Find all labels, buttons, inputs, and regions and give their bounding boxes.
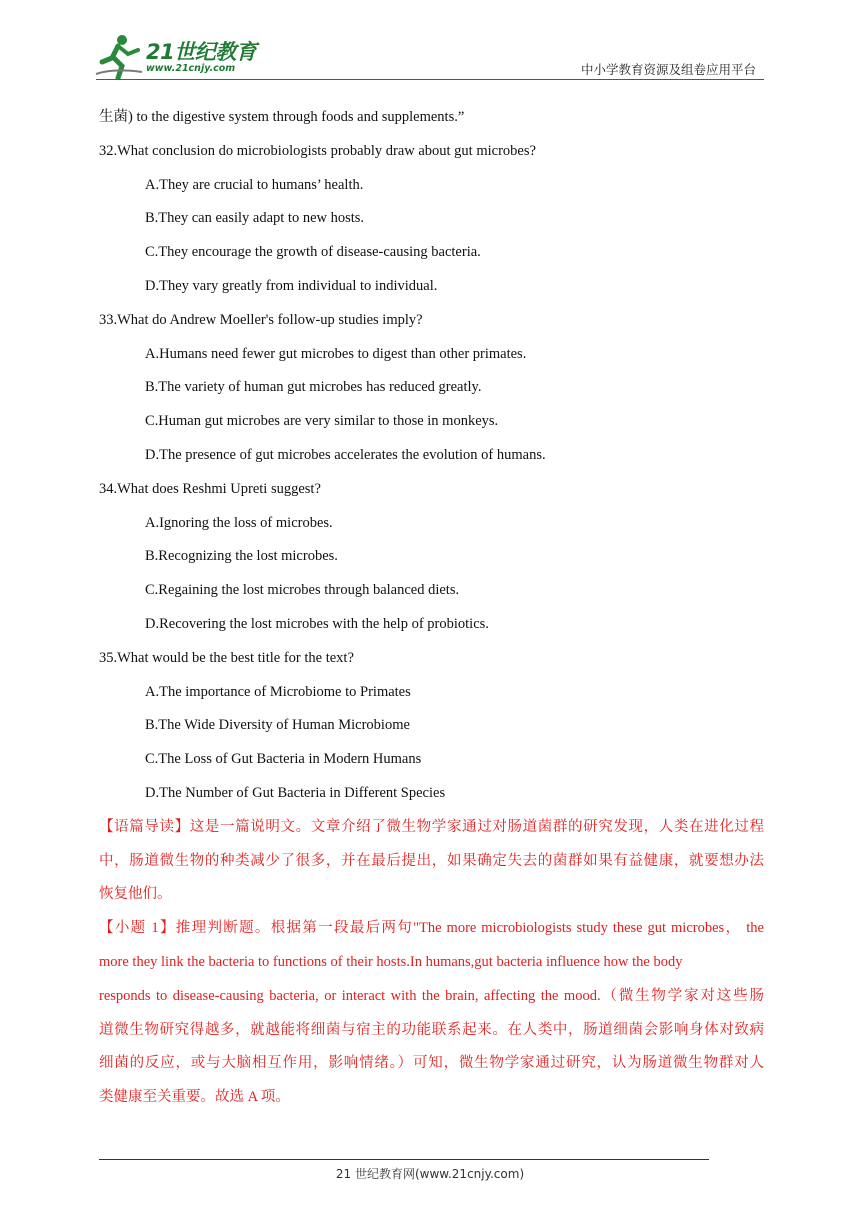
option-c: C.The Loss of Gut Bacteria in Modern Humans	[145, 751, 422, 768]
question-33	[99, 304, 764, 473]
answer-line: more they link the bacteria to functions of their hosts.In humans,gut bacteria influence how the body	[99, 953, 683, 970]
logo-url: www.21cnjy.com	[146, 63, 236, 74]
running-person-icon	[94, 34, 144, 80]
option-d: D.The Number of Gut Bacteria in Different Species	[145, 784, 446, 801]
site-logo[interactable]	[94, 34, 264, 80]
option-d: D.Recovering the lost microbes with the help of probiotics.	[145, 615, 489, 632]
answer-line: responds to disease-causing bacteria, or interact with the brain, affecting the mood.（微生物学家对这些肠	[99, 987, 764, 1004]
option-c: C.Human gut microbes are very similar to those in monkeys.	[145, 413, 499, 430]
option-a: A.The importance of Microbiome to Primates	[145, 683, 411, 700]
option-b: B.The Wide Diversity of Human Microbiome	[145, 717, 410, 734]
page-footer: 21 世纪教育网(www.21cnjy.com)	[335, 1167, 525, 1181]
analysis-section	[99, 811, 764, 1115]
option-a: A.They are crucial to humans’ health.	[145, 176, 364, 193]
guide-line: 恢复他们。	[99, 886, 172, 903]
answer-line: 细菌的反应，或与大脑相互作用，影响情绪。）可知，微生物学家通过研究，认为肠道微生物群对人	[99, 1055, 764, 1072]
answer-line: 类健康至关重要。故选 A 项。	[99, 1089, 290, 1106]
guide-line: 中，肠道微生物的种类减少了很多，并在最后提出，如果确定失去的菌群如果有益健康，就要想办法	[99, 852, 764, 869]
question-stem: 35.What would be the best title for the text?	[99, 649, 354, 666]
option-a: A.Ignoring the loss of microbes.	[145, 514, 333, 531]
lead-line: 生菌) to the digestive system through foods and supplements.”	[99, 109, 465, 125]
option-c: C.They encourage the growth of disease-causing bacteria.	[145, 244, 481, 261]
question-stem: 34.What does Reshmi Upreti suggest?	[99, 480, 321, 497]
page-header	[0, 0, 860, 90]
document-body	[99, 101, 764, 1115]
footer-divider	[99, 1159, 709, 1160]
option-a: A.Humans need fewer gut microbes to digest than other primates.	[145, 345, 527, 362]
option-c: C.Regaining the lost microbes through balanced diets.	[145, 582, 460, 599]
answer-line: 道微生物研究得越多，就越能将细菌与宿主的功能联系起来。在人类中，肠道细菌会影响身体对致病	[99, 1021, 764, 1038]
question-32	[99, 135, 764, 304]
question-stem: 33.What do Andrew Moeller's follow-up studies imply?	[99, 311, 423, 328]
question-stem: 32.What conclusion do microbiologists probably draw about gut microbes?	[99, 142, 536, 159]
option-b: B.The variety of human gut microbes has reduced greatly.	[145, 379, 482, 396]
header-divider	[96, 79, 764, 80]
option-d: D.The presence of gut microbes accelerates the evolution of humans.	[145, 446, 546, 463]
question-35	[99, 642, 764, 811]
logo-text: 21世纪教育	[146, 40, 257, 64]
option-b: B.They can easily adapt to new hosts.	[145, 210, 365, 227]
guide-line: 【语篇导读】这是一篇说明文。文章介绍了微生物学家通过对肠道菌群的研究发现，人类在进化过程	[99, 818, 764, 835]
option-b: B.Recognizing the lost microbes.	[145, 548, 338, 565]
option-d: D.They vary greatly from individual to individual.	[145, 277, 438, 294]
answer-line: 【小题 1】推理判断题。根据第一段最后两句"The more microbiologists study these gut microbes， the	[99, 920, 764, 937]
question-34	[99, 473, 764, 642]
platform-title: 中小学教育资源及组卷应用平台	[580, 62, 756, 77]
